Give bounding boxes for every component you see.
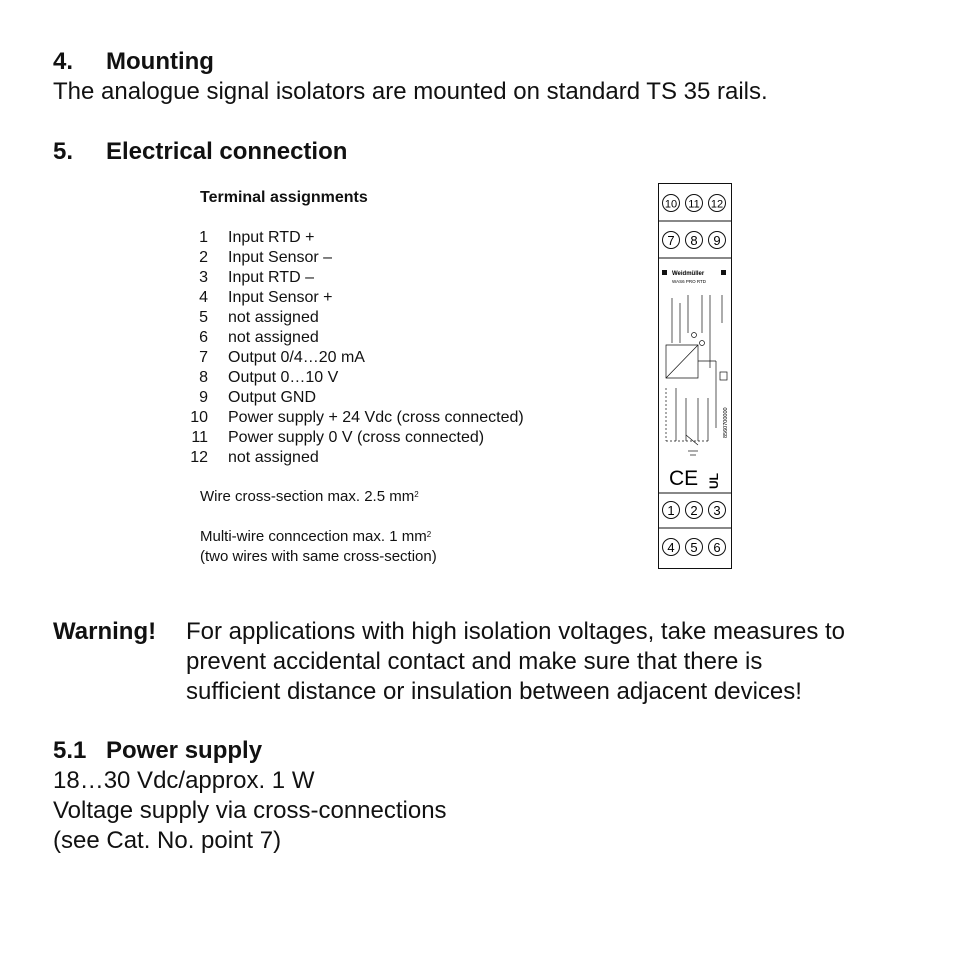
terminal-description: Output GND: [228, 389, 317, 406]
terminal-number: 5: [199, 309, 208, 326]
terminal-number: 3: [199, 269, 208, 286]
terminal-number: 4: [199, 289, 208, 306]
wire-cross-section-note: [200, 487, 419, 507]
section-4-number: 4.: [53, 48, 74, 75]
terminal-description: not assigned: [228, 329, 319, 346]
terminal-number: 9: [199, 389, 208, 406]
section-5-1-number: 5.1: [53, 737, 87, 764]
terminal-label: 1: [667, 503, 675, 518]
power-supply-line: (see Cat. No. point 7): [53, 827, 282, 854]
terminal-number: 11: [191, 429, 208, 446]
terminal-assignments-heading: Terminal assignments: [200, 189, 368, 206]
terminal-description: Input Sensor +: [228, 289, 333, 306]
terminal-label: 4: [667, 540, 675, 555]
terminal-label: 10: [664, 198, 678, 211]
warning-line: prevent accidental contact and make sure that there is: [186, 648, 763, 675]
terminal-label: 11: [688, 198, 700, 211]
power-supply-line: Voltage supply via cross-connections: [53, 797, 447, 824]
terminal-label: 6: [713, 540, 721, 555]
section-5-1-heading: [53, 736, 453, 766]
terminal-description: not assigned: [228, 309, 319, 326]
ul-mark-icon: UL: [707, 473, 721, 489]
device-part-number: 8560700000: [723, 407, 729, 438]
section-5-title: Electrical connection: [106, 138, 348, 165]
logo-mark-icon: [662, 270, 667, 275]
terminal-number: 7: [199, 349, 208, 366]
terminal-description: not assigned: [228, 449, 319, 466]
terminal-description: Output 0/4…20 mA: [228, 349, 365, 366]
device-brand: Weidmüller: [672, 271, 705, 277]
multi-note-text: Multi-wire conncection max. 1 mm: [200, 528, 427, 545]
section-4-heading: [53, 47, 453, 77]
terminal-number: 8: [199, 369, 208, 386]
warning-label: Warning!: [53, 618, 157, 645]
device-model: WAS6 PRO RTD: [672, 279, 707, 284]
terminal-description: Power supply + 24 Vdc (cross connected): [228, 409, 524, 426]
terminal-number: 12: [190, 449, 208, 466]
multi-wire-note: [200, 527, 431, 547]
multi-wire-note-2: (two wires with same cross-section): [200, 548, 437, 565]
warning-line: For applications with high isolation voltages, take measures to: [186, 618, 846, 645]
logo-mark-right-icon: [721, 270, 726, 275]
section-4-title: Mounting: [106, 48, 214, 75]
section-5-1-title: Power supply: [106, 737, 263, 764]
terminal-label: 3: [713, 503, 721, 518]
terminal-description: Input RTD –: [228, 269, 314, 286]
terminal-number: 6: [199, 329, 208, 346]
ce-mark-icon: CE: [669, 467, 699, 490]
terminal-number: 2: [199, 249, 208, 266]
terminal-label: 9: [713, 233, 721, 248]
section-5-heading: [53, 137, 453, 167]
wire-note-sup: 2: [414, 490, 419, 499]
wire-note-text: Wire cross-section max. 2.5 mm: [200, 488, 415, 505]
terminal-label: 2: [690, 503, 698, 518]
terminal-description: Input Sensor –: [228, 249, 333, 266]
terminal-label: 5: [690, 540, 698, 555]
terminal-number: 1: [199, 229, 208, 246]
device-diagram: [658, 183, 732, 569]
terminal-label: 7: [667, 233, 675, 248]
terminal-description: Output 0…10 V: [228, 369, 339, 386]
terminal-label: 12: [710, 198, 724, 211]
terminal-number: 10: [190, 409, 208, 426]
section-4-text: The analogue signal isolators are mounted on standard TS 35 rails.: [53, 78, 768, 105]
multi-note-sup: 2: [426, 530, 432, 539]
terminal-label: 8: [690, 233, 698, 248]
terminal-description: Input RTD +: [228, 229, 315, 246]
warning-line: sufficient distance or insulation between adjacent devices!: [186, 678, 802, 705]
power-supply-line: 18…30 Vdc/approx. 1 W: [53, 767, 315, 794]
section-5-number: 5.: [53, 138, 74, 165]
terminal-description: Power supply 0 V (cross connected): [228, 429, 485, 446]
